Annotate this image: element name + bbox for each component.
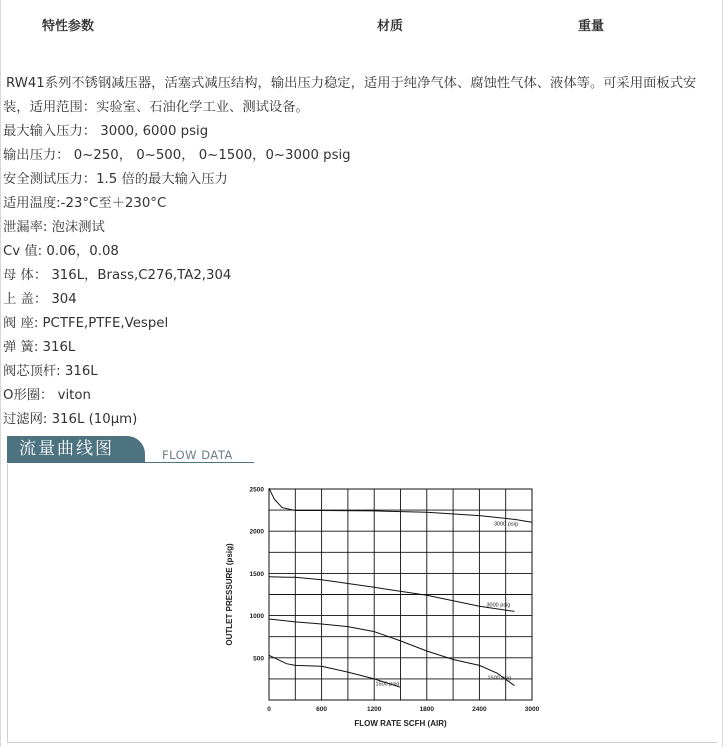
x-tick-label: 1200 (366, 706, 382, 713)
y-tick-label: 1500 (249, 570, 264, 578)
series-line (269, 619, 515, 686)
flow-data-header (7, 436, 254, 464)
x-tick-label: 3000 (524, 706, 540, 713)
x-tick-label: 0 (267, 706, 271, 713)
spec-outlet-pressure: 输出压力： 0~250， 0~500， 0~1500，0~3000 psig (3, 148, 351, 163)
spec-seat-material: 阀 座: PCTFE,PTFE,Vespel (3, 316, 169, 331)
tab-weight[interactable]: 重量 (578, 19, 605, 34)
spec-leak-rate: 泄漏率: 泡沫测试 (3, 220, 105, 235)
flow-curve-chart (8, 464, 717, 742)
spec-tabs (0, 0, 722, 48)
spec-bonnet-material: 上 盖： 304 (3, 292, 77, 307)
flow-chart-panel (7, 464, 717, 743)
flow-section-title: 流量曲线图 (7, 436, 145, 463)
spec-cv-value: Cv 值: 0.06，0.08 (3, 244, 119, 259)
y-tick-label: 2000 (249, 528, 264, 536)
spec-stem-material: 阀芯顶杆: 316L (3, 364, 98, 379)
x-tick-label: 1800 (419, 706, 435, 713)
spec-filter: 过滤网: 316L (10μm) (3, 412, 138, 427)
series-label: 3000 psig (494, 521, 518, 528)
spec-max-inlet-pressure: 最大输入压力： 3000, 6000 psig (3, 124, 209, 139)
spec-safety-test-pressure: 安全测试压力：1.5 倍的最大输入压力 (3, 172, 228, 187)
spec-o-ring: O形圈： viton (3, 388, 91, 403)
tab-material[interactable]: 材质 (377, 19, 404, 34)
tab-specifications[interactable]: 特性参数 (42, 19, 95, 34)
y-tick-label: 1000 (249, 613, 264, 621)
series-label: 1500 psig (487, 675, 512, 682)
series-label: 3000 psig (486, 602, 511, 609)
x-axis-label: FLOW RATE SCFH (AIR) (354, 719, 447, 728)
flow-section-subtitle: FLOW DATA (162, 448, 233, 462)
spec-temperature: 适用温度:-23°C至＋230°C (3, 196, 167, 211)
flow-section-divider (7, 462, 254, 463)
page-border-left (0, 0, 1, 747)
y-tick-label: 500 (253, 655, 264, 663)
x-tick-label: 2400 (472, 706, 487, 713)
series-label: 1500 psig (375, 681, 400, 688)
spec-spring-material: 弹 簧: 316L (3, 340, 76, 355)
y-axis-label: OUTLET PRESSURE (psig) (225, 543, 234, 646)
product-intro: RW41系列不锈钢减压器，活塞式减压结构，输出压力稳定，适用于纯净气体、腐蚀性气体、液体等。可采用面板式安装，适用范围：实验室、石油化学工业、测试设备。 (3, 76, 697, 115)
spec-body-material: 母 体： 316L，Brass,C276,TA2,304 (3, 268, 232, 283)
y-tick-label: 2500 (249, 486, 264, 494)
page-border-right (722, 0, 723, 747)
x-tick-label: 600 (316, 706, 328, 713)
product-description (3, 72, 719, 432)
